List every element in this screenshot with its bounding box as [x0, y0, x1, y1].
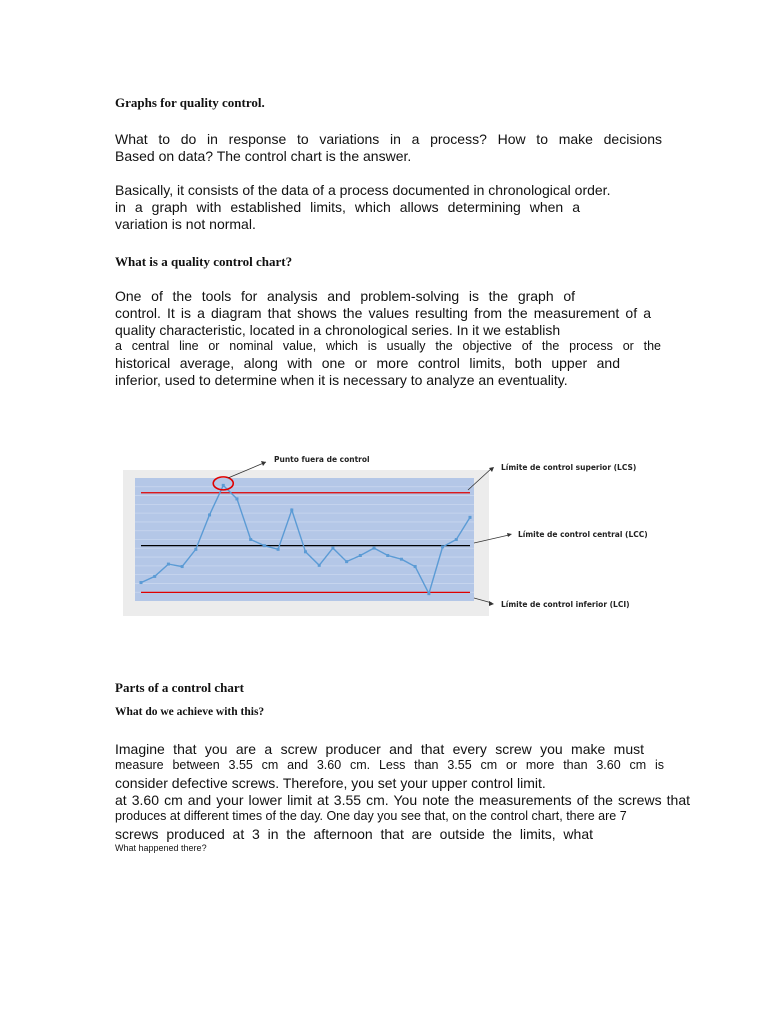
paragraph-line: Basically, it consists of the data of a process documented in chronological order. — [115, 182, 611, 198]
annotation-out-of-control: Punto fuera de control — [274, 455, 370, 464]
data-point — [386, 554, 389, 557]
annotation-lcl: Límite de control inferior (LCI) — [501, 600, 630, 609]
data-point — [153, 575, 156, 578]
arrowhead-icon — [489, 601, 494, 606]
data-point — [263, 544, 266, 547]
data-point — [140, 581, 143, 584]
arrowhead-icon — [489, 467, 494, 472]
data-point — [235, 497, 238, 500]
data-point — [290, 508, 293, 511]
data-point — [167, 563, 170, 566]
data-point — [414, 565, 417, 568]
paragraph-line: What happened there? — [115, 843, 207, 853]
data-point — [427, 592, 430, 595]
heading-what-is-control-chart: What is a quality control chart? — [115, 254, 293, 269]
annotation-ucl: Límite de control superior (LCS) — [501, 463, 637, 472]
paragraph-line: produces at different times of the day. One day you see that, on the control chart, there are 7 — [115, 809, 627, 823]
arrowhead-icon — [507, 533, 512, 537]
data-point — [400, 558, 403, 561]
paragraph-line: quality characteristic, located in a chronological series. In it we establish — [115, 322, 561, 338]
data-point — [359, 554, 362, 557]
annotation-cl: Límite de control central (LCC) — [518, 530, 648, 539]
data-point — [249, 538, 252, 541]
paragraph-line: Imagine that you are a screw producer and that every screw you make must — [115, 741, 644, 757]
paragraph-line: consider defective screws. Therefore, you set your upper control limit. — [115, 775, 546, 791]
data-point — [181, 565, 184, 568]
paragraph-line: in a graph with established limits, which allows determining when a — [115, 199, 580, 215]
data-point — [441, 545, 444, 548]
data-point — [345, 560, 348, 563]
paragraph-line: screws produced at 3 in the afternoon that are outside the limits, what — [115, 826, 593, 842]
paragraph-line: What to do in response to variations in a process? How to make decisions — [115, 131, 662, 147]
paragraph-line: historical average, along with one or more control limits, both upper and — [115, 355, 620, 371]
paragraph-line: One of the tools for analysis and problem-solving is the graph of — [115, 288, 575, 304]
paragraph-line: variation is not normal. — [115, 216, 256, 232]
data-point — [222, 484, 225, 487]
data-point — [331, 547, 334, 550]
paragraph-line: inferior, used to determine when it is necessary to analyze an eventuality. — [115, 372, 568, 388]
data-point — [277, 548, 280, 551]
heading-graphs-quality-control: Graphs for quality control. — [115, 95, 265, 110]
data-point — [455, 538, 458, 541]
data-point — [373, 547, 376, 550]
data-point — [194, 548, 197, 551]
paragraph-line: at 3.60 cm and your lower limit at 3.55 cm. You note the measurements of the screws that — [115, 792, 690, 808]
heading-parts-of-control-chart: Parts of a control chart — [115, 680, 245, 695]
data-point — [469, 516, 472, 519]
paragraph-line: a central line or nominal value, which is usually the objective of the process or the — [115, 339, 661, 353]
paragraph-line: control. It is a diagram that shows the values resulting from the measurement of a — [115, 305, 651, 321]
data-point — [318, 564, 321, 567]
data-point — [304, 550, 307, 553]
data-point — [208, 513, 211, 516]
paragraph-line: Based on data? The control chart is the answer. — [115, 148, 412, 164]
control-chart-figure — [0, 440, 768, 630]
subheading-what-do-we-achieve: What do we achieve with this? — [115, 706, 265, 718]
paragraph-line: measure between 3.55 cm and 3.60 cm. Less than 3.55 cm or more than 3.60 cm is — [115, 758, 664, 772]
